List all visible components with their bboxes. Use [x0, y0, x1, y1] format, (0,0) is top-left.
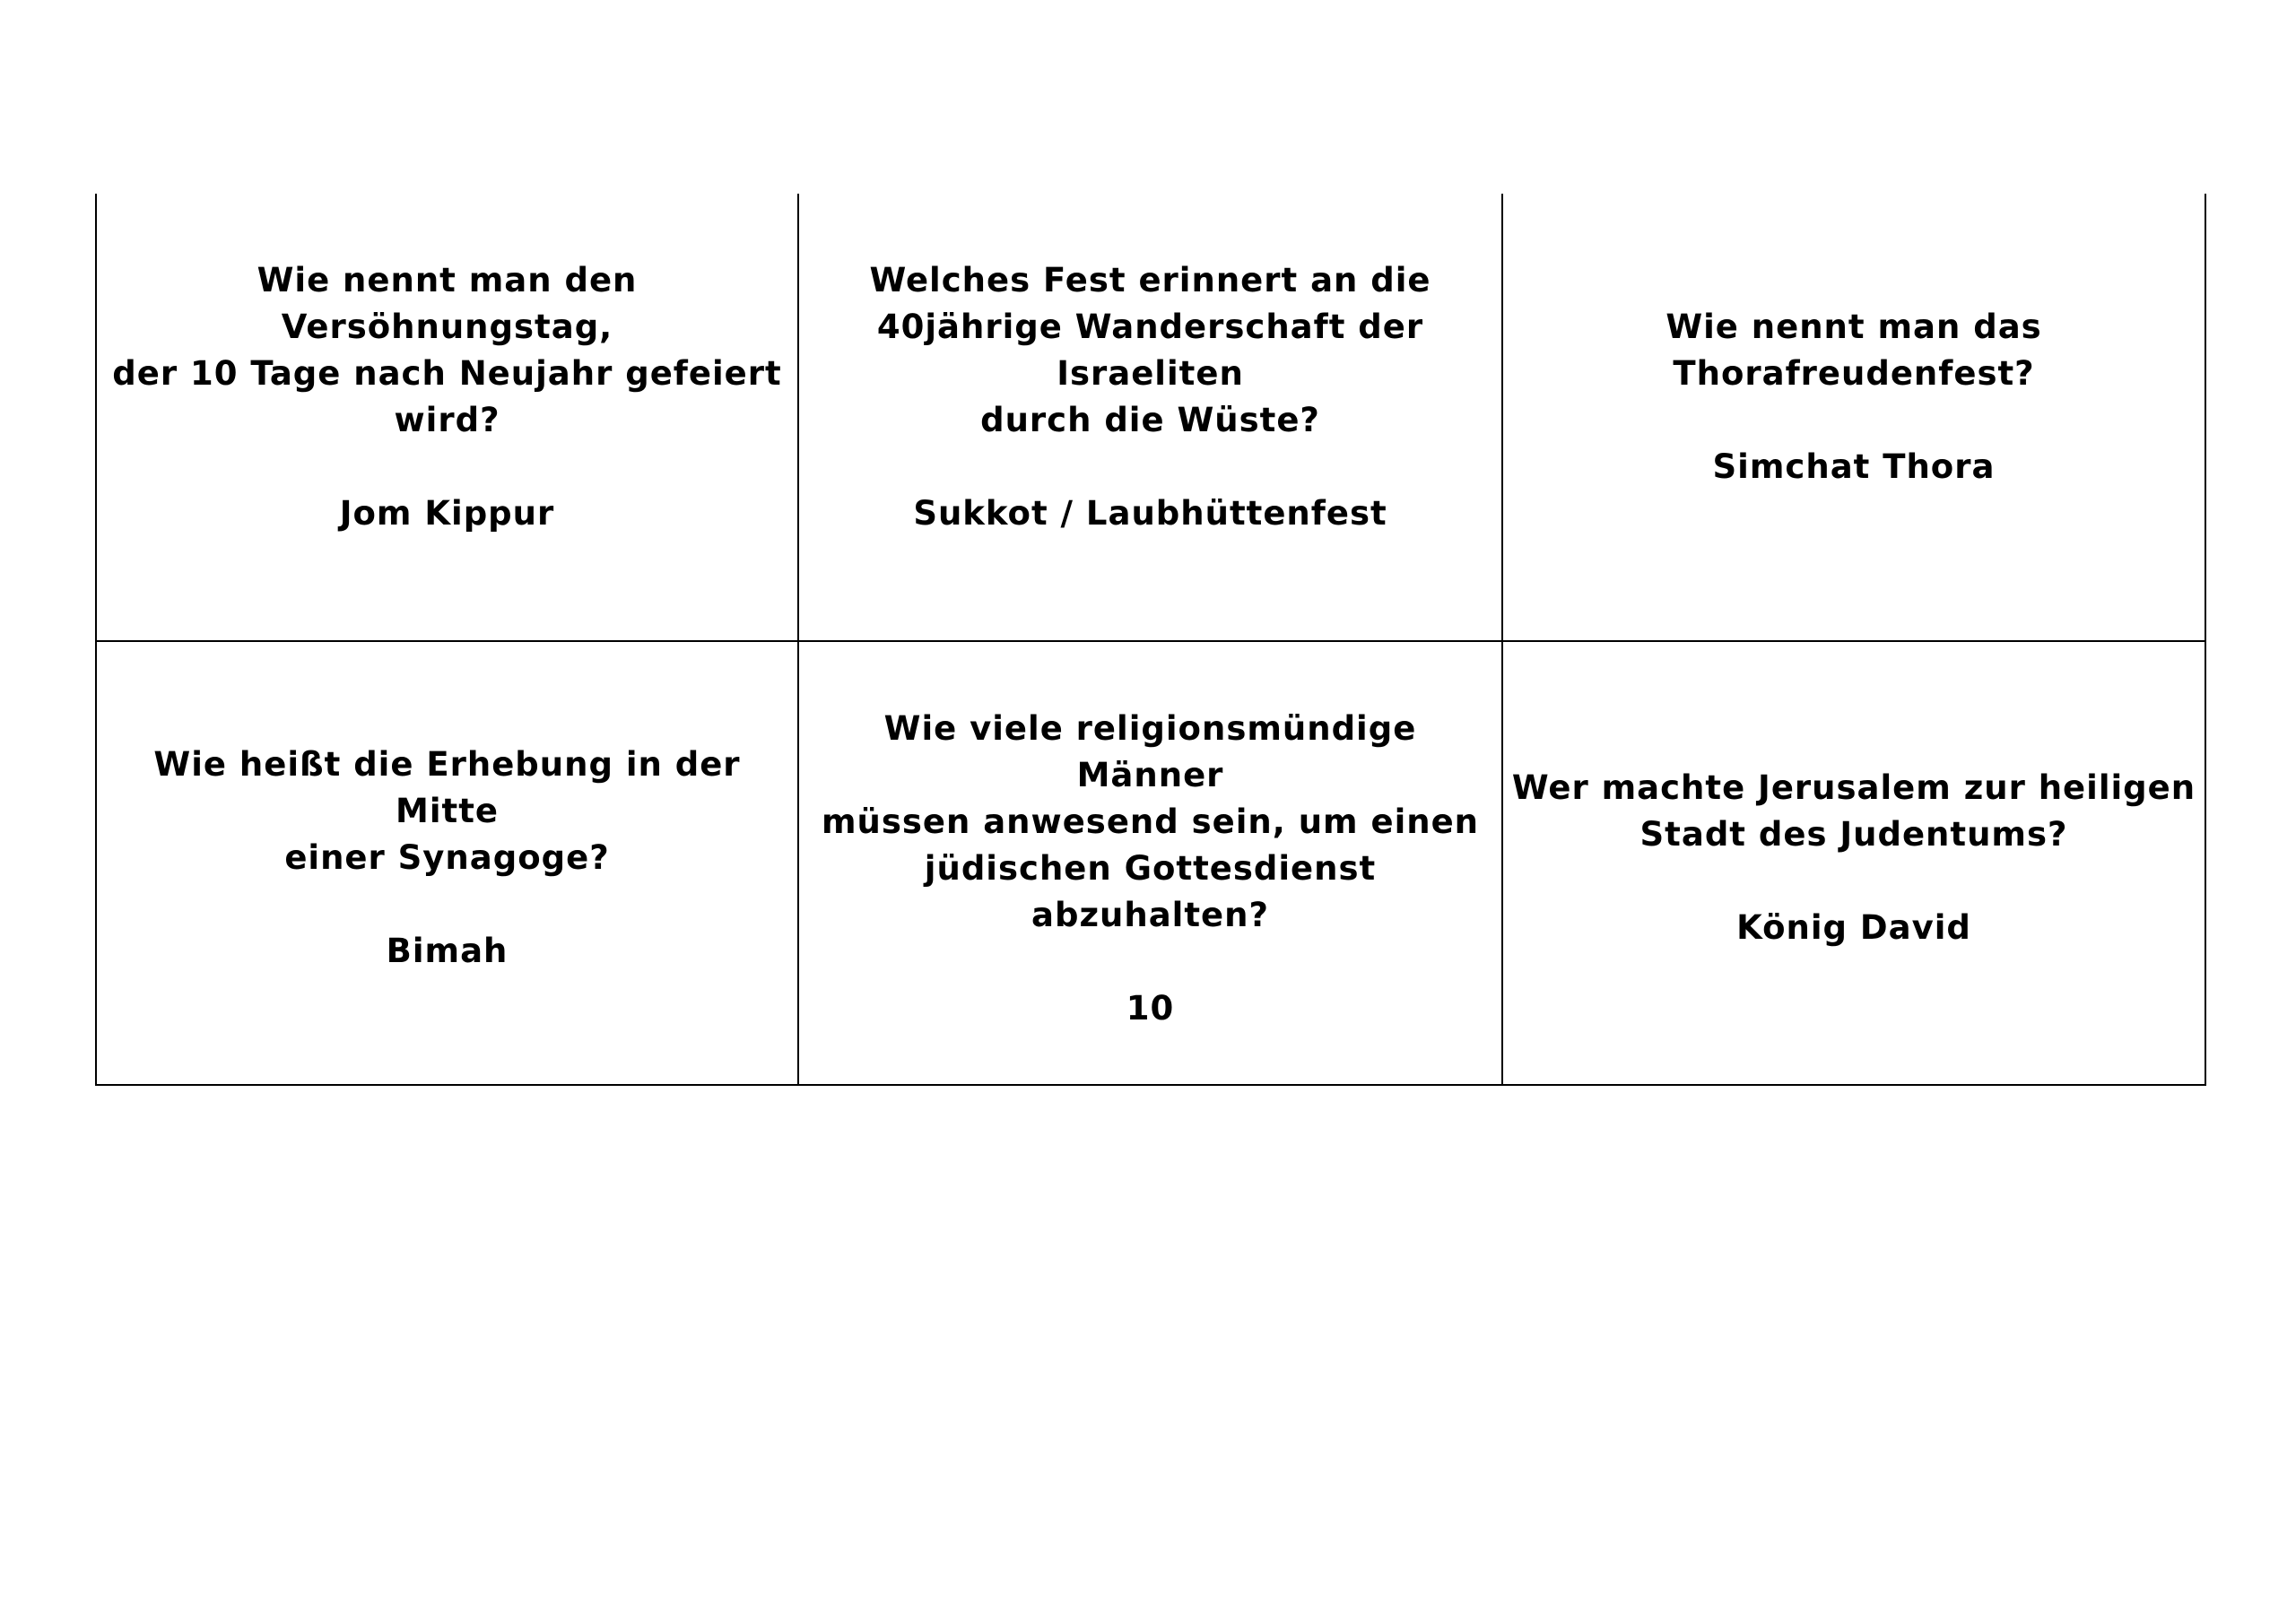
- card-answer: Simchat Thora: [1712, 447, 1996, 486]
- quiz-card-bimah: [95, 642, 799, 1086]
- quiz-card-simchat-thora: [1503, 194, 2206, 642]
- question-line: Thorafreudenfest?: [1673, 354, 2035, 393]
- question-line: Wie viele religionsmündige Männer: [883, 708, 1417, 794]
- quiz-card-jerusalem: [1503, 642, 2206, 1086]
- card-question: [104, 257, 790, 444]
- card-question: [1665, 304, 2041, 397]
- card-answer: 10: [1126, 988, 1175, 1028]
- question-line: durch die Wüste?: [980, 401, 1320, 439]
- card-content: [1512, 765, 2196, 951]
- question-line: Wie nennt man den Versöhnungstag,: [257, 261, 638, 346]
- question-line: jüdischen Gottesdienst abzuhalten?: [924, 848, 1377, 934]
- card-question: [806, 706, 1494, 939]
- card-answer: Sukkot / Laubhüttenfest: [913, 494, 1387, 533]
- card-question: [1512, 765, 2196, 858]
- card-question: [806, 257, 1494, 444]
- question-line: Welches Fest erinnert an die: [869, 261, 1431, 299]
- quiz-card-jom-kippur: [95, 194, 799, 642]
- question-line: Wie nennt man das: [1665, 308, 2042, 346]
- question-line: der 10 Tage nach Neujahr gefeiert: [112, 354, 782, 393]
- question-line: müssen anwesend sein, um einen: [821, 802, 1480, 841]
- question-line: Stadt des Judentums?: [1639, 814, 2068, 854]
- card-answer: Bimah: [386, 931, 509, 970]
- quiz-card-sukkot: [799, 194, 1503, 642]
- quiz-card-grid: [95, 194, 2206, 1086]
- card-content: [104, 257, 790, 537]
- quiz-card-minyan: [799, 642, 1503, 1086]
- card-content: [104, 742, 790, 975]
- card-answer: König David: [1736, 907, 1971, 947]
- question-line: wird?: [394, 401, 500, 439]
- card-content: [1665, 304, 2041, 490]
- question-line: 40jährige Wanderschaft der Israeliten: [876, 308, 1424, 393]
- card-answer: Jom Kippur: [339, 494, 555, 533]
- card-content: [806, 706, 1494, 1032]
- card-question: [104, 742, 790, 881]
- question-line: Wer machte Jerusalem zur heiligen: [1511, 768, 2196, 807]
- question-line: Wie heißt die Erhebung in der Mitte: [153, 744, 741, 830]
- question-line: einer Synagoge?: [284, 837, 610, 877]
- card-content: [806, 257, 1494, 537]
